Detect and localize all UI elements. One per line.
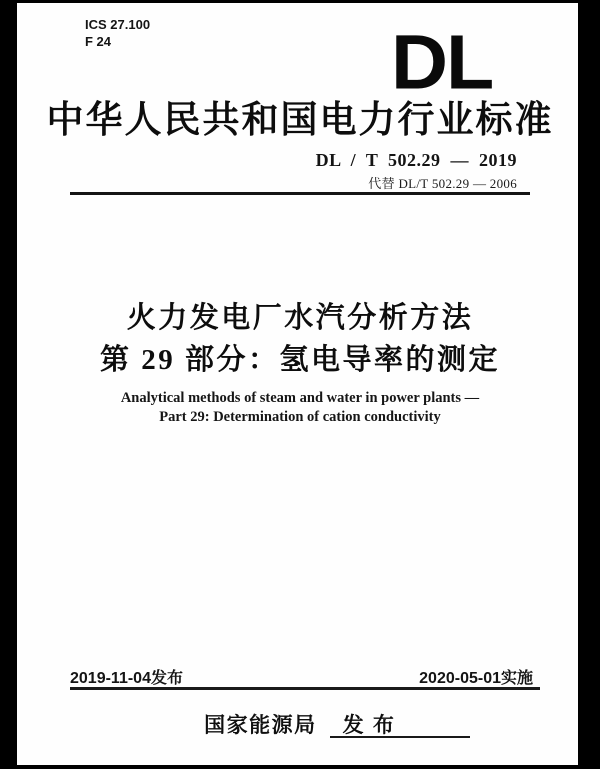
dl-logo: DL — [391, 17, 493, 106]
title-chinese-line2: 第 29 部分：氢电导率的测定 — [99, 344, 500, 376]
issuer-name: 国家能源局 — [204, 713, 317, 737]
classification-codes — [85, 16, 150, 50]
issuer-action: 发 布 — [342, 713, 396, 737]
implementation-date-label: 实施 — [500, 670, 533, 687]
scan-border-top — [0, 0, 600, 3]
title-english-line2: Part 29: Determination of cation conductivity — [159, 409, 441, 425]
issue-date-label: 发布 — [150, 670, 183, 687]
scan-border-bottom — [0, 765, 600, 769]
implementation-date: 2020-05-01 — [419, 670, 501, 687]
title-english-line1: Analytical methods of steam and water in power plants — — [120, 390, 480, 406]
replaces-note: 代替 DL/T 502.29 — 2006 — [368, 176, 517, 191]
header-divider-rule — [70, 192, 530, 195]
org-title: 中华人民共和国电力行业标准 — [46, 100, 554, 141]
implementation-date-block — [419, 665, 533, 688]
standard-number: DL / T 502.29 — 2019 — [315, 150, 517, 170]
issue-date: 2019-11-04 — [70, 670, 151, 687]
title-chinese-line1: 火力发电厂水汽分析方法 — [126, 302, 474, 334]
footer-divider-rule — [70, 687, 540, 690]
footer-issuer-line — [0, 709, 600, 739]
ics-code: ICS 27.100 — [85, 17, 151, 32]
classification-code: F 24 — [85, 34, 112, 49]
issue-date-block — [70, 665, 183, 688]
